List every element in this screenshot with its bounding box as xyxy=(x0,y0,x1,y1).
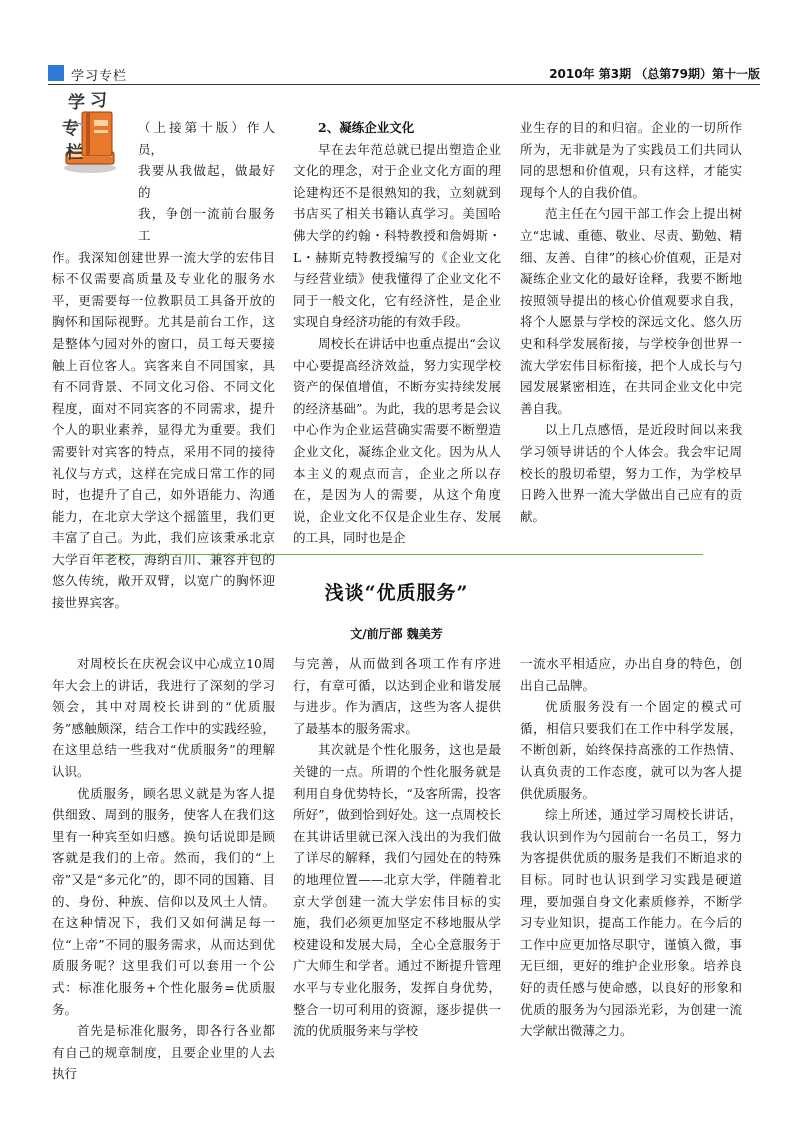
article1-paragraph: 范主任在勺园干部工作会上提出树立“忠诚、重德、敬业、尽责、勤勉、精细、友善、自律”的核心价值观，正是对凝练企业文化的最好诠释，我要不断地按照领导提出的核心价值观要求自我，将个人愿景与学校的深远文化、悠久历史和科学发展衔接，与学校争创世界一流大学宏伟目标衔接，把个人成长与勺园发展紧密相连，在共同企业文化中完善自我。 xyxy=(520,206,742,416)
article-byline: 文/前厅部 魏美芳 xyxy=(350,627,443,641)
article1-paragraph: 以上几点感悟，是近段时间以来我学习领导讲话的个人体会。我会牢记周校长的殷切希望，努力工作，为学校早日跨入世界一流大学做出自己应有的贡献。 xyxy=(520,422,742,524)
issue-info: 2010年 第3期 （总第79期）第十一版 xyxy=(549,67,760,81)
article1-lead-line: （上接第十版）作人员， xyxy=(138,120,275,157)
article2-paragraph: 优质服务，顾名思义就是为客人提供细致、周到的服务，使客人在我们这里有一种宾至如归感。换句话说即是顾客就是我们的上帝。然而，我们的“上帝”又是“多元化”的，即不同的国籍、目的、身份、种族、信仰以及风土人情。在这种情况下，我们又如何满足每一位“上帝”不同的服务需求，从而达到优质服务呢？这里我们可以套用一个公式：标准化服务+个性化服务=优质服务。 xyxy=(52,785,275,1017)
article2-paragraph: 综上所述，通过学习周校长讲话，我认识到作为勺园前台一名员工，努力为客提供优质的服务是我们不断追求的目标。同时也认识到学习实践是硬道理，要加强自身文化素质修养，不断学习专业知识，提高工作能力。在今后的工作中应更加恪尽职守，谨慎入微，事无巨细，更好的维护企业形象。培养良好的责任感与使命感，以良好的形象和优质的服务为勺园添光彩，为创建一流大学献出微薄之力。 xyxy=(520,807,742,1039)
article2-paragraph: 与完善，从而做到各项工作有序进行，有章可循，以达到企业和谐发展与进步。作为酒店，这些为客人提供了最基本的服务需求。 xyxy=(293,656,501,736)
article2-column-3 xyxy=(520,653,742,1042)
section-divider xyxy=(95,554,703,555)
article2-paragraph: 一流水平相适应，办出自身的特色，创出自己品牌。 xyxy=(520,656,742,693)
article2-column-1 xyxy=(52,653,275,1085)
article2-paragraph: 对周校长在庆祝会议中心成立10周年大会上的讲话，我进行了深刻的学习领会，其中对周校长讲到的“优质服务”感触颇深，结合工作中的实践经验，在这里总结一些我对“优质服务”的理解认识。 xyxy=(52,656,275,779)
article1-paragraph: 业生存的目的和归宿。企业的一切所作所为，无非就是为了实践员工们共同认同的思想和价值观，只有这样，才能实现每个人的自我价值。 xyxy=(520,120,742,200)
article1-lead xyxy=(52,117,275,247)
page-header xyxy=(48,64,760,86)
article1-paragraph: 作。我深知创建世界一流大学的宏伟目标不仅需要高质量及专业化的服务水平，更需要每一位教职员工具备开放的胸怀和国际视野。尤其是前台工作，这是整体勺园对外的窗口，员工每天要接触上百位客人。宾客来自不同国家，具有不同背景、不同文化习俗、不同文化程度，面对不同宾客的不同需求，提升个人的职业素养，显得尤为重要。我们需要针对宾客的特点，采用不同的接待礼仪与方式，这样在完成日常工作的同时，也提升了自己，如外语能力、沟通能力，在北京大学这个摇篮里，我们更丰富了自己。为此，我们应该秉承北京大学百年老校，海纳百川、兼容并包的悠久传统，敞开双臂，以宽广的胸怀迎接世界宾客。 xyxy=(52,249,275,611)
badge-char-3: 专 xyxy=(62,119,79,139)
badge-char-2: 习 xyxy=(90,91,107,111)
article1-paragraph: 早在去年范总就已提出塑造企业文化的理念，对于企业文化方面的理论建构还不是很熟知的我，立刻就到书店买了相关书籍认真学习。美国哈佛大学的约翰・科特教授和詹姆斯・L・赫斯克特教授编写的《企业文化与经营业绩》使我懂得了企业文化不同于一般文化，它有经济性，是企业实现自身经济功能的有效手段。 xyxy=(293,141,501,330)
column-title: 学习专栏 xyxy=(71,69,128,84)
article2-paragraph: 首先是标准化服务，即各行各业都有自己的规章制度，且要企业里的人去执行 xyxy=(52,1023,275,1082)
article1-lead-line: 我要从我做起，做最好的 xyxy=(138,163,275,200)
article1-column-1 xyxy=(52,117,275,614)
badge-char-1: 学 xyxy=(68,93,85,113)
article2-paragraph: 其次就是个性化服务，这也是最关键的一点。所谓的个性化服务就是利用自身优势特长，“及客所需，投客所好”，做到恰到好处。这一点周校长在其讲话里就已深入浅出的为我们做了详尽的解释，我们勺园处在的特殊的地理位置——北京大学，伴随着北京大学创建一流大学宏伟目标的实施，我们必须更加坚定不移地服从学校建设和发展大局，全心全意服务于广大师生和学者。通过不断提升管理水平与专业化服务，发挥自身优势，整合一切可利用的资源，逐步提供一流的优质服务来与学校 xyxy=(293,742,501,1039)
article1-column-3 xyxy=(520,117,742,527)
article2-column-2 xyxy=(293,653,501,1042)
article-title: 浅谈“优质服务” xyxy=(324,582,469,604)
header-rule xyxy=(48,84,760,85)
article1-column-2 xyxy=(293,117,501,549)
section-heading: 2、凝练企业文化 xyxy=(318,120,415,135)
article2-paragraph: 优质服务没有一个固定的模式可循，相信只要我们在工作中科学发展，不断创新，始终保持高涨的工作热情、认真负责的工作态度，就可以为客人提供优质服务。 xyxy=(520,699,742,801)
article1-lead-line: 我，争创一流前台服务工 xyxy=(138,206,275,243)
column-marker-icon xyxy=(48,65,64,81)
article1-paragraph: 周校长在讲话中也重点提出“会议中心要提高经济效益，努力实现学校资产的保值增值，不断夯实持续发展的经济基础”。为此，我的思考是会议中心作为企业运营确实需要不断塑造企业文化，凝练企业文化。因为从人本主义的观点而言，企业之所以存在，是因为人的需要，从这个角度说，企业文化不仅是企业生存、发展的工具，同时也是企 xyxy=(293,335,501,546)
badge-char-4: 栏 xyxy=(66,143,83,163)
